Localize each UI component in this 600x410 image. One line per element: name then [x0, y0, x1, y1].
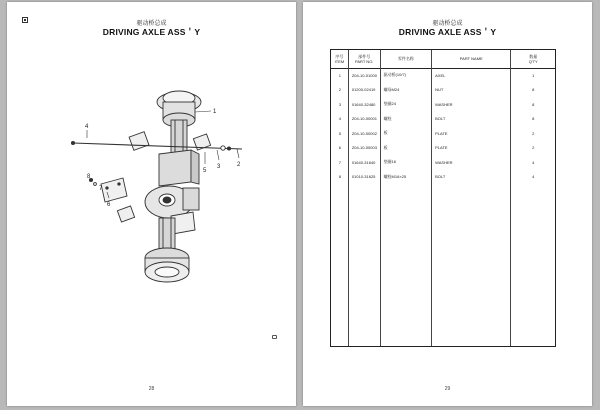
cell-name-en: BOLT — [435, 174, 446, 180]
header-name-cn — [381, 50, 433, 68]
cell-part-no: 01640-32480 — [351, 101, 376, 107]
callout-2: 2 — [237, 162, 241, 168]
table-header — [331, 50, 555, 69]
cell-qty: 2 — [532, 130, 535, 136]
cell-qty: 4 — [532, 159, 535, 165]
table-row — [331, 97, 555, 112]
cell-name-cn: 垫圈16 — [383, 159, 397, 165]
cell-name-en: PLATE — [435, 130, 448, 136]
table-row — [331, 83, 555, 98]
header-cn: 数量 — [529, 53, 538, 59]
cell-item: 3 — [338, 101, 342, 107]
cell-name-cn: 螺栓 — [383, 115, 392, 121]
cell-item: 2 — [338, 87, 342, 93]
callout-7: 7 — [99, 186, 103, 192]
cell-name-cn: 螺栓M16×25 — [383, 173, 407, 179]
callout-3: 3 — [217, 164, 221, 170]
header-qty — [511, 50, 555, 68]
header-item — [331, 50, 349, 68]
callout-4: 4 — [85, 124, 89, 130]
page-title-cn: 驱动桥总成 — [432, 21, 463, 27]
cell-name-cn: 板 — [383, 130, 388, 136]
callout-6: 6 — [107, 202, 111, 208]
cell-part-no: Z04-10-00002 — [351, 130, 377, 136]
header-en: PART NO. — [354, 59, 374, 64]
cell-item: 8 — [338, 174, 342, 180]
page-title-cn: 驱动桥总成 — [136, 21, 167, 27]
cell-name-cn: 板 — [383, 144, 388, 150]
cell-name-cn: 螺母M24 — [383, 86, 400, 92]
cell-part-no: Z04-10-00001 — [351, 116, 377, 122]
header-part-name — [432, 50, 511, 68]
table-row — [331, 112, 555, 127]
header-en: Q'TY — [528, 59, 538, 64]
page-marker-icon — [272, 335, 277, 339]
cell-part-no: 01200-02419 — [351, 87, 376, 93]
page-number: 29 — [444, 386, 451, 392]
cell-name-en: PLATE — [435, 145, 448, 151]
table-row — [331, 155, 555, 170]
cell-qty: 8 — [532, 101, 535, 107]
cell-name-en: WASHER — [435, 101, 453, 107]
cell-qty: 8 — [532, 116, 535, 122]
header-en: PART NAME — [459, 56, 483, 62]
header-en: ITEM — [334, 59, 345, 64]
cell-qty: 8 — [532, 87, 535, 93]
callout-1: 1 — [213, 109, 217, 115]
page-number: 28 — [148, 386, 155, 392]
header-cn: 部件号 — [358, 53, 371, 59]
table-row — [331, 170, 555, 185]
table-row — [331, 68, 555, 83]
cell-qty: 4 — [532, 174, 535, 180]
page-title: DRIVING AXLE ASS＇Y — [102, 27, 201, 37]
cell-item: 6 — [338, 145, 342, 151]
cell-part-no: Z04-10-00003 — [351, 145, 377, 151]
cell-part-no: Z04-10-01000 — [351, 72, 377, 78]
cell-item: 7 — [338, 159, 342, 165]
exploded-axle-drawing — [67, 80, 257, 300]
cell-name-en: NUT — [435, 87, 444, 93]
right-page — [303, 2, 592, 406]
cell-name-en: WASHER — [435, 159, 453, 165]
cell-name-en: BOLT — [435, 116, 446, 122]
cell-item: 1 — [338, 72, 342, 78]
cell-part-no: 01640-31640 — [351, 159, 376, 165]
cell-name-cn: 垫圈24 — [383, 101, 397, 107]
table-row — [331, 141, 555, 156]
table-row — [331, 126, 555, 141]
callout-5: 5 — [203, 168, 207, 174]
cell-item: 4 — [338, 116, 342, 122]
cell-name-cn: 驱动桥(10/7) — [383, 72, 407, 78]
left-page — [7, 2, 296, 406]
cell-qty: 2 — [532, 145, 535, 151]
cell-part-no: 01010-31625 — [351, 174, 376, 180]
cell-item: 5 — [338, 130, 342, 136]
header-cn: 零件名称 — [397, 56, 414, 62]
cell-qty: 1 — [532, 72, 535, 78]
parts-table — [330, 49, 556, 347]
callout-8: 8 — [87, 174, 91, 180]
header-part-no — [349, 50, 381, 68]
table-body — [331, 68, 555, 346]
header-cn: 序号 — [335, 53, 344, 59]
cell-name-en: AXEL — [435, 72, 446, 78]
page-title: DRIVING AXLE ASS＇Y — [398, 27, 497, 37]
